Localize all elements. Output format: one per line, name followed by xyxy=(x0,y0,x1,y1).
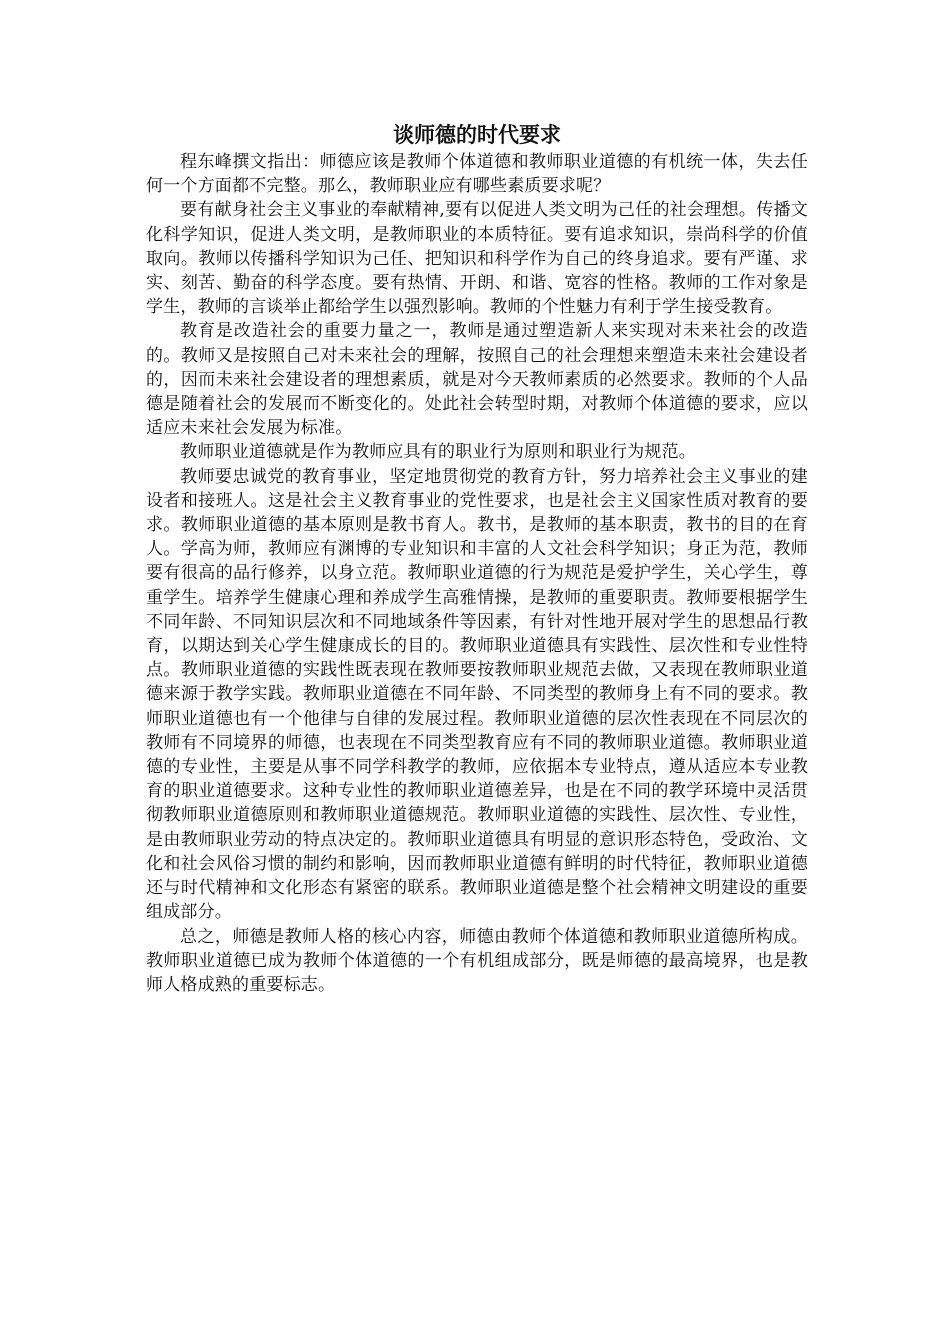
document-page xyxy=(146,120,808,997)
paragraph-3: 教育是改造社会的重要力量之一，教师是通过塑造新人来实现对未来社会的改造的。教师又是按照自己对未来社会的理解，按照自己的社会理想来塑造未来社会建设者的，因而未来社会建设者的理想素质，就是对今天教师素质的必然要求。教师的个人品德是随着社会的发展而不断变化的。处此社会转型时期，对教师个体道德的要求，应以适应未来社会发展为标准。 xyxy=(146,321,808,439)
paragraph-2: 要有献身社会主义事业的奉献精神,要有以促进人类文明为己任的社会理想。传播文化科学知识，促进人类文明，是教师职业的本质特征。要有追求知识，崇尚科学的价值取向。教师以传播科学知识为己任、把知识和科学作为自己的终身追求。要有严谨、求实、刻苦、勤奋的科学态度。要有热情、开朗、和谐、宽容的性格。教师的工作对象是学生，教师的言谈举止都给学生以强烈影响。教师的个性魅力有利于学生接受教育。 xyxy=(146,200,808,318)
paragraph-1: 程东峰撰文指出：师德应该是教师个体道德和教师职业道德的有机统一体，失去任何一个方面都不完整。那么，教师职业应有哪些素质要求呢？ xyxy=(146,152,808,197)
paragraph-4: 教师职业道德就是作为教师应具有的职业行为原则和职业行为规范。 xyxy=(180,442,696,463)
document-title: 谈师德的时代要求 xyxy=(393,123,561,147)
paragraph-5: 教师要忠诚党的教育事业，坚定地贯彻党的教育方针，努力培养社会主义事业的建设者和接班人。这是社会主义教育事业的党性要求，也是社会主义国家性质对教育的要求。教师职业道德的基本原则是教书育人。教书，是教师的基本职责，教书的目的在育人。学高为师，教师应有渊博的专业知识和丰富的人文社会科学知识；身正为范，教师要有很高的品行修养，以身立范。教师职业道德的行为规范是爱护学生，关心学生，尊重学生。培养学生健康心理和养成学生高雅情操，是教师的重要职责。教师要根据学生不同年龄、不同知识层次和不同地域条件等因素，有针对性地开展对学生的思想品行教育，以期达到关心学生健康成长的目的。教师职业道德具有实践性、层次性和专业性特点。教师职业道德的实践性既表现在教师要按教师职业规范去做，又表现在教师职业道德来源于教学实践。教师职业道德在不同年龄、不同类型的教师身上有不同的要求。教师职业道德也有一个他律与自律的发展过程。教师职业道德的层次性表现在不同层次的教师有不同境界的师德，也表现在不同类型教育应有不同的教师职业道德。教师职业道德的专业性，主要是从事不同学科教学的教师，应依据本专业特点，遵从适应本专业教育的职业道德要求。这种专业性的教师职业道德差异，也是在不同的教学环境中灵活贯彻教师职业道德原则和教师职业道德规范。教师职业道德的实践性、层次性、专业性，是由教师职业劳动的特点决定的。教师职业道德具有明显的意识形态特色，受政治、文化和社会风俗习惯的制约和影响，因而教师职业道德有鲜明的时代特征，教师职业道德还与时代精神和文化形态有紧密的联系。教师职业道德是整个社会精神文明建设的重要组成部分。 xyxy=(146,466,808,923)
paragraph-6: 总之，师德是教师人格的核心内容，师德由教师个体道德和教师职业道德所构成。教师职业道德已成为教师个体道德的一个有机组成部分，既是师德的最高境界，也是教师人格成熟的重要标志。 xyxy=(146,926,808,995)
